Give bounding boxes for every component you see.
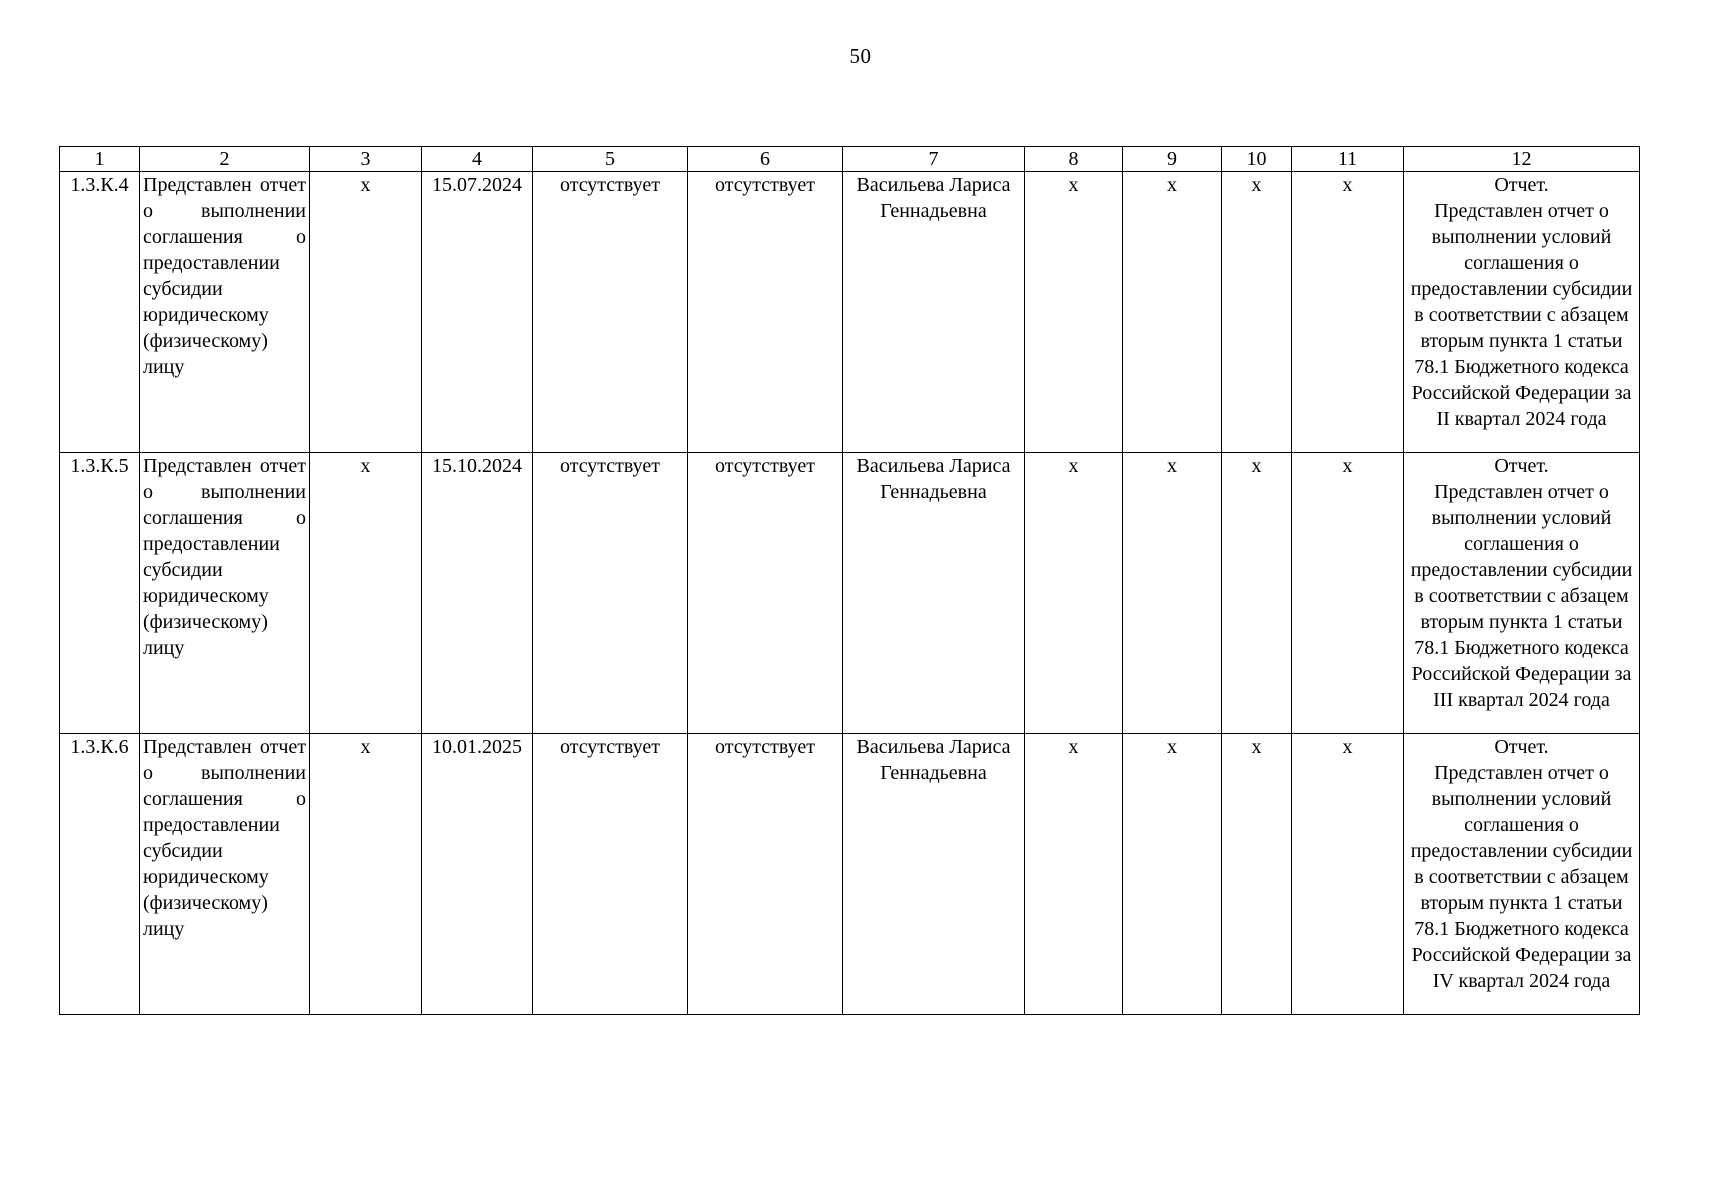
column-header-4: 4	[422, 147, 533, 172]
cell-date: 15.10.2024	[422, 453, 533, 734]
row-description: Представлен отчет о выполнении соглашения о предоставлении субсидии юридическому (физическому) лицу	[140, 453, 310, 734]
cell-date: 10.01.2025	[422, 734, 533, 1015]
column-header-8: 8	[1025, 147, 1123, 172]
cell-col5: отсутствует	[533, 734, 688, 1015]
note-title: Отчет.	[1494, 174, 1549, 196]
column-header-12: 12	[1404, 147, 1640, 172]
cell-col5: отсутствует	[533, 172, 688, 453]
row-code: 1.3.К.5	[60, 453, 140, 734]
cell-date: 15.07.2024	[422, 172, 533, 453]
column-header-5: 5	[533, 147, 688, 172]
column-header-10: 10	[1222, 147, 1292, 172]
cell-note	[1404, 172, 1640, 453]
cell-col8: x	[1025, 172, 1123, 453]
cell-col11: x	[1292, 734, 1404, 1015]
column-header-11: 11	[1292, 147, 1404, 172]
note-title: Отчет.	[1494, 736, 1549, 758]
cell-col9: x	[1123, 734, 1222, 1015]
cell-col10: x	[1222, 172, 1292, 453]
column-header-3: 3	[310, 147, 422, 172]
cell-col11: x	[1292, 172, 1404, 453]
cell-col3: x	[310, 453, 422, 734]
cell-col3: x	[310, 172, 422, 453]
row-code: 1.3.К.6	[60, 734, 140, 1015]
row-description: Представлен отчет о выполнении соглашения о предоставлении субсидии юридическому (физическому) лицу	[140, 172, 310, 453]
cell-col8: x	[1025, 734, 1123, 1015]
row-description: Представлен отчет о выполнении соглашения о предоставлении субсидии юридическому (физическому) лицу	[140, 734, 310, 1015]
note-title: Отчет.	[1494, 455, 1549, 477]
cell-responsible: Васильева Лариса Геннадьевна	[843, 172, 1025, 453]
cell-col11: x	[1292, 453, 1404, 734]
column-header-7: 7	[843, 147, 1025, 172]
column-header-9: 9	[1123, 147, 1222, 172]
note-body: Представлен отчет о выполнении условий соглашения о предоставлении субсидии в соответствии с абзацем вторым пункта 1 статьи 78.1 Бюджетного кодекса Российской Федерации за III квартал 2024 года	[1410, 481, 1633, 711]
header-row	[60, 147, 1640, 172]
cell-responsible: Васильева Лариса Геннадьевна	[843, 734, 1025, 1015]
cell-col5: отсутствует	[533, 453, 688, 734]
note-body: Представлен отчет о выполнении условий соглашения о предоставлении субсидии в соответствии с абзацем вторым пункта 1 статьи 78.1 Бюджетного кодекса Российской Федерации за II квартал 2024 года	[1410, 200, 1633, 430]
cell-responsible: Васильева Лариса Геннадьевна	[843, 453, 1025, 734]
column-header-6: 6	[688, 147, 843, 172]
table-row	[60, 172, 1640, 453]
column-header-2: 2	[140, 147, 310, 172]
report-table	[59, 146, 1640, 1015]
page-number: 50	[849, 44, 872, 68]
table-row	[60, 734, 1640, 1015]
column-header-1: 1	[60, 147, 140, 172]
cell-note	[1404, 453, 1640, 734]
cell-col10: x	[1222, 453, 1292, 734]
cell-col6: отсутствует	[688, 172, 843, 453]
cell-col9: x	[1123, 172, 1222, 453]
cell-col8: x	[1025, 453, 1123, 734]
cell-col6: отсутствует	[688, 453, 843, 734]
cell-note	[1404, 734, 1640, 1015]
cell-col9: x	[1123, 453, 1222, 734]
row-code: 1.3.К.4	[60, 172, 140, 453]
cell-col6: отсутствует	[688, 734, 843, 1015]
cell-col10: x	[1222, 734, 1292, 1015]
note-body: Представлен отчет о выполнении условий соглашения о предоставлении субсидии в соответствии с абзацем вторым пункта 1 статьи 78.1 Бюджетного кодекса Российской Федерации за IV квартал 2024 года	[1410, 762, 1633, 992]
table-row	[60, 453, 1640, 734]
cell-col3: x	[310, 734, 422, 1015]
